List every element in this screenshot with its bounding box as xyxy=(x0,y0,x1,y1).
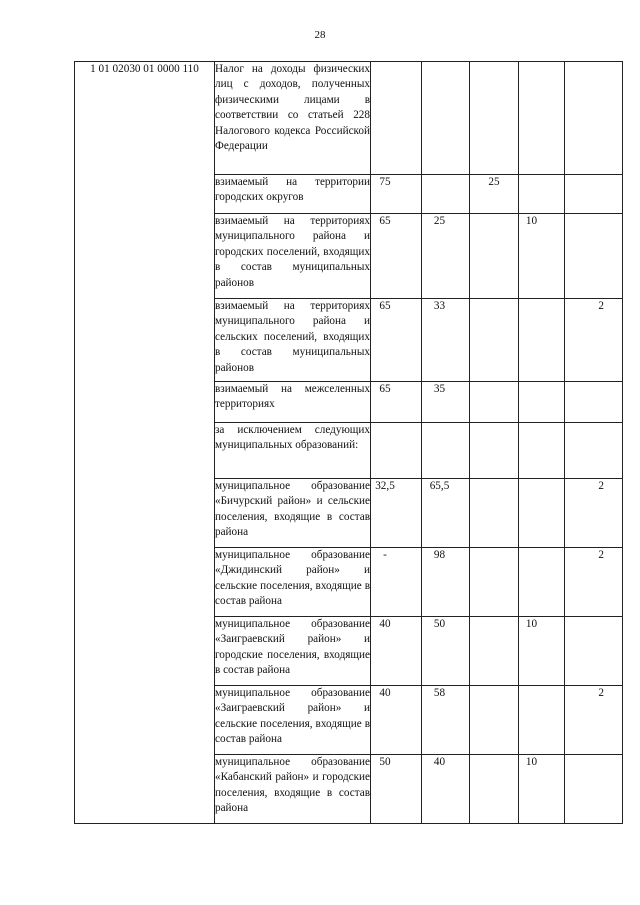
share-cell xyxy=(519,548,565,617)
budget-classification-code: 1 01 02030 01 0000 110 xyxy=(75,62,215,824)
row-name: муниципальное образование «Джидинский район» и сельские поселения, входящие в состав района xyxy=(215,548,371,617)
share-cell: 40 xyxy=(371,686,422,755)
row-name: муниципальное образование «Кабанский район» и городские поселения, входящие в состав района xyxy=(215,755,371,824)
share-cell xyxy=(519,686,565,755)
share-cell: 2 xyxy=(565,548,623,617)
share-cell xyxy=(565,755,623,824)
share-cell xyxy=(565,382,623,423)
share-cell xyxy=(470,548,519,617)
share-cell xyxy=(519,479,565,548)
share-cell xyxy=(565,62,623,175)
share-cell xyxy=(470,423,519,479)
share-cell: 25 xyxy=(422,214,470,299)
row-name: за исключением следующих муниципальных образований: xyxy=(215,423,371,479)
share-cell xyxy=(519,423,565,479)
row-name: муниципальное образование «Бичурский район» и сельские поселения, входящие в состав района xyxy=(215,479,371,548)
share-cell xyxy=(565,617,623,686)
share-cell: 2 xyxy=(565,479,623,548)
share-cell xyxy=(422,175,470,214)
row-name: муниципальное образование «Заиграевский район» и сельские поселения, входящие в состав района xyxy=(215,686,371,755)
share-cell xyxy=(470,62,519,175)
share-cell xyxy=(470,617,519,686)
row-name: взимаемый на межселенных территориях xyxy=(215,382,371,423)
share-cell xyxy=(470,214,519,299)
share-cell xyxy=(519,382,565,423)
share-cell xyxy=(470,755,519,824)
row-name: взимаемый на территориях муниципального района и городских поселений, входящих в состав муниципальных районов xyxy=(215,214,371,299)
share-cell xyxy=(371,423,422,479)
share-cell: 25 xyxy=(470,175,519,214)
share-cell xyxy=(565,423,623,479)
share-cell: 10 xyxy=(519,755,565,824)
page-number: 28 xyxy=(314,29,326,41)
share-cell xyxy=(565,175,623,214)
share-cell: 98 xyxy=(422,548,470,617)
share-cell xyxy=(470,299,519,382)
share-cell xyxy=(470,686,519,755)
share-cell xyxy=(565,214,623,299)
share-cell: 35 xyxy=(422,382,470,423)
share-cell xyxy=(371,62,422,175)
share-cell xyxy=(470,479,519,548)
share-cell: 50 xyxy=(422,617,470,686)
share-cell xyxy=(422,62,470,175)
share-cell xyxy=(422,423,470,479)
share-cell: 40 xyxy=(371,617,422,686)
row-name: Налог на доходы физических лиц с доходов, полученных физическими лицами в соответствии со статьей 228 Налогового кодекса Российской Федерации xyxy=(215,62,371,175)
share-cell: 40 xyxy=(422,755,470,824)
share-cell: 50 xyxy=(371,755,422,824)
row-name: взимаемый на территории городских округов xyxy=(215,175,371,214)
row-name: взимаемый на территориях муниципального района и сельских поселений, входящих в состав муниципальных районов xyxy=(215,299,371,382)
share-cell: 65,5 xyxy=(422,479,470,548)
table-row xyxy=(75,62,623,175)
share-cell: 58 xyxy=(422,686,470,755)
share-cell: 2 xyxy=(565,299,623,382)
share-cell: - xyxy=(371,548,422,617)
share-cell: 10 xyxy=(519,214,565,299)
share-cell: 65 xyxy=(371,299,422,382)
share-cell: 32,5 xyxy=(371,479,422,548)
share-cell xyxy=(519,62,565,175)
share-cell xyxy=(519,175,565,214)
share-cell: 65 xyxy=(371,214,422,299)
budget-distribution-table xyxy=(74,61,623,824)
share-cell xyxy=(470,382,519,423)
share-cell: 65 xyxy=(371,382,422,423)
share-cell: 75 xyxy=(371,175,422,214)
share-cell: 33 xyxy=(422,299,470,382)
share-cell: 2 xyxy=(565,686,623,755)
row-name: муниципальное образование «Заиграевский район» и городские поселения, входящие в состав района xyxy=(215,617,371,686)
share-cell xyxy=(519,299,565,382)
share-cell: 10 xyxy=(519,617,565,686)
